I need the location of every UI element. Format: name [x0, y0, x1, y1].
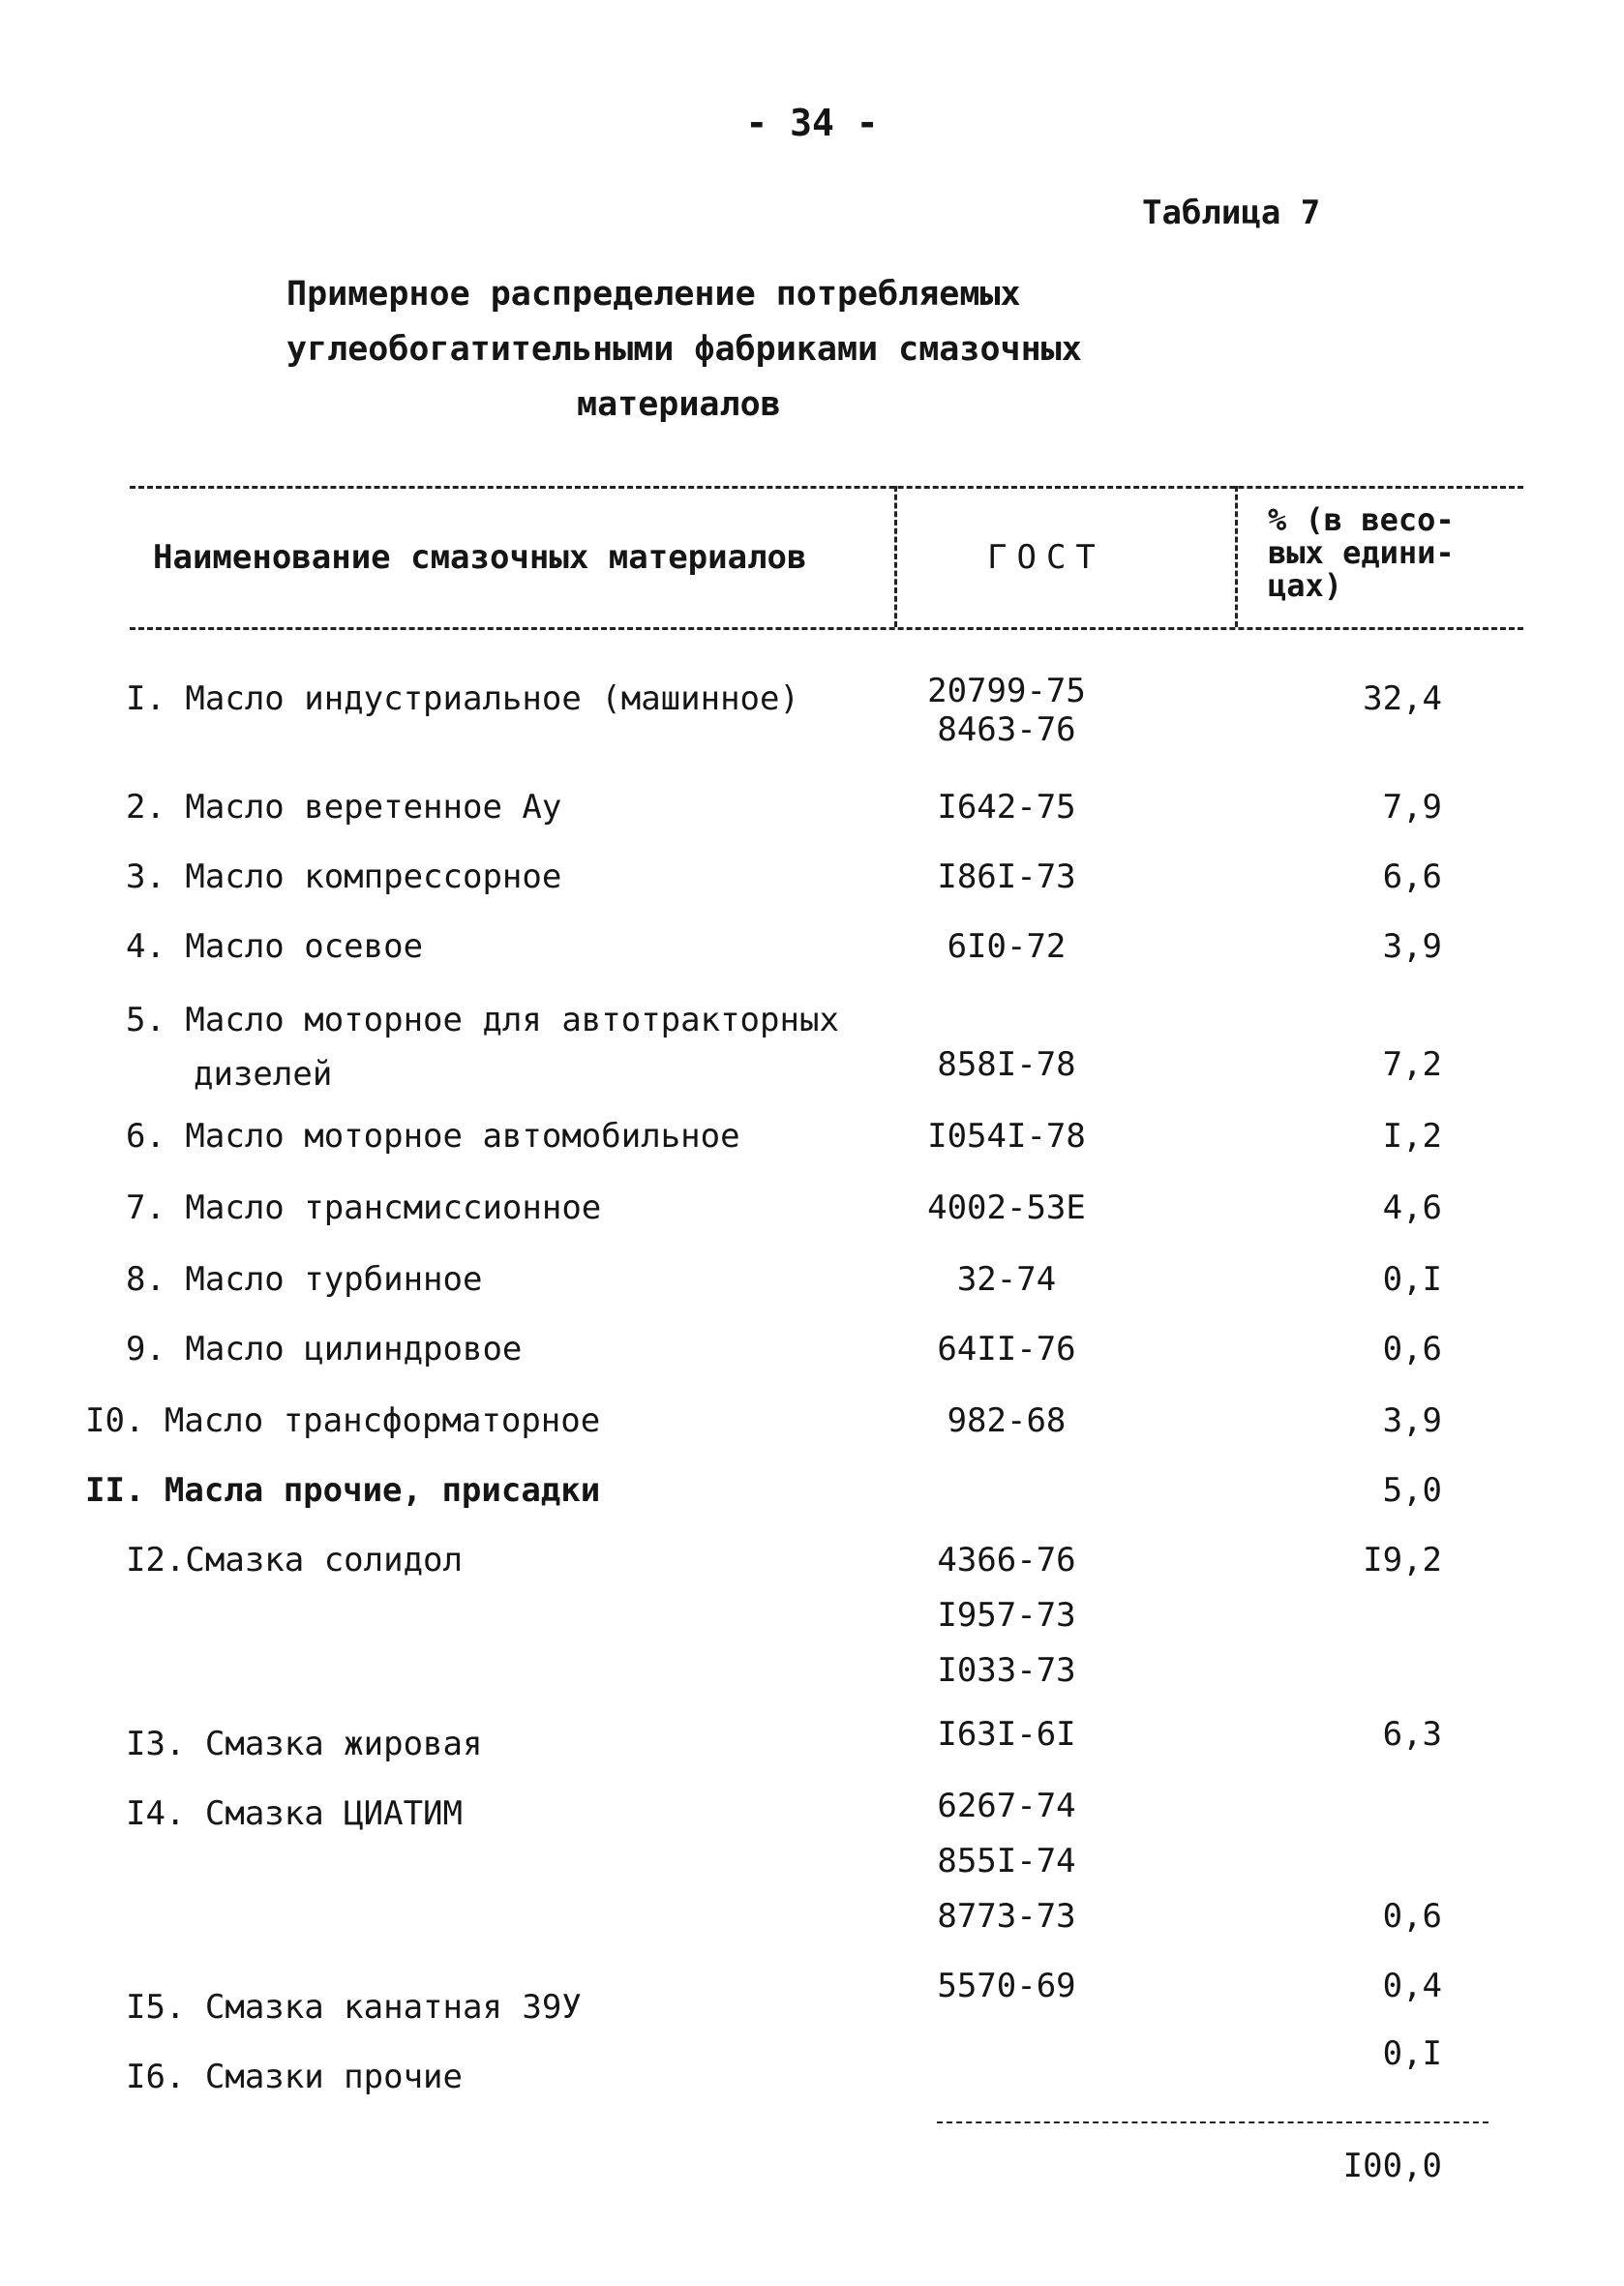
row-pct-5: 7,2	[1382, 1045, 1442, 1084]
row-name-12: I2.Смазка солидол	[126, 1541, 463, 1579]
row-pct-9: 0,6	[1382, 1330, 1442, 1369]
row-pct-15: 0,4	[1382, 1967, 1442, 2005]
row-name-3: 3. Масло компрессорное	[126, 857, 562, 896]
row-gost-6: I054I-78	[927, 1117, 1086, 1156]
row-name-9: 9. Масло цилиндровое	[126, 1330, 523, 1369]
total-value: I00,0	[1342, 2147, 1442, 2185]
row-name-1: I. Масло индустриальное (машинное)	[126, 679, 799, 718]
row-gost-1-line-2: 8463-76	[937, 710, 1076, 749]
row-pct-10: 3,9	[1382, 1401, 1442, 1440]
header-divider-2	[1235, 486, 1238, 627]
row-pct-12: I9,2	[1363, 1541, 1442, 1579]
row-gost-2: I642-75	[937, 788, 1076, 827]
page-number: - 34 -	[745, 102, 879, 144]
row-pct-2: 7,9	[1382, 788, 1442, 827]
header-percent-line-3: цах)	[1268, 567, 1343, 604]
row-name-5: 5. Масло моторное для автотракторных	[126, 1001, 839, 1039]
row-gost-12-line-2: I957-73	[937, 1596, 1076, 1635]
row-name-15: I5. Смазка канатная 39У	[126, 1988, 582, 2027]
row-gost-12-line-1: 4366-76	[937, 1541, 1076, 1579]
table-label: Таблица 7	[1142, 194, 1321, 232]
table-title	[286, 267, 1082, 433]
row-name-10: I0. Масло трансформаторное	[85, 1401, 601, 1440]
row-gost-14-line-2: 855I-74	[937, 1842, 1076, 1880]
header-gost: ГОСТ	[987, 538, 1105, 577]
row-gost-12	[910, 1533, 1103, 1699]
row-pct-6: I,2	[1382, 1117, 1442, 1156]
row-gost-10: 982-68	[947, 1401, 1067, 1440]
header-percent	[1268, 503, 1455, 602]
row-gost-12-line-3: I033-73	[937, 1651, 1076, 1690]
row-gost-14-line-3: 8773-73	[937, 1897, 1076, 1936]
row-pct-4: 3,9	[1382, 927, 1442, 966]
row-gost-14	[910, 1779, 1103, 1944]
row-pct-11: 5,0	[1382, 1471, 1442, 1510]
row-pct-3: 6,6	[1382, 857, 1442, 896]
row-name-6: 6. Масло моторное автомобильное	[126, 1117, 740, 1156]
row-pct-14: 0,6	[1382, 1897, 1442, 1936]
row-gost-1-line-1: 20799-75	[927, 672, 1086, 710]
row-gost-8: 32-74	[956, 1260, 1057, 1299]
row-pct-16: 0,I	[1382, 2034, 1442, 2073]
row-name-2: 2. Масло веретенное Ау	[126, 788, 562, 827]
row-name-16: I6. Смазки прочие	[126, 2058, 463, 2096]
row-gost-1	[910, 672, 1103, 749]
row-pct-7: 4,6	[1382, 1188, 1442, 1227]
row-pct-8: 0,I	[1382, 1260, 1442, 1299]
title-line-3: материалов	[577, 385, 781, 424]
row-name-11: II. Масла прочие, присадки	[85, 1471, 601, 1510]
row-pct-13: 6,3	[1382, 1715, 1442, 1754]
header-top-rule	[130, 486, 1523, 489]
header-bottom-rule	[130, 627, 1523, 630]
row-name-4: 4. Масло осевое	[126, 927, 424, 966]
header-name: Наименование смазочных материалов	[153, 538, 807, 577]
total-rule	[937, 2121, 1489, 2123]
row-name-13: I3. Смазка жировая	[126, 1725, 483, 1763]
row-gost-9: 64II-76	[937, 1330, 1076, 1369]
row-pct-1: 32,4	[1363, 679, 1442, 718]
row-name-7: 7. Масло трансмиссионное	[126, 1188, 602, 1227]
header-percent-line-2: вых едини-	[1268, 534, 1455, 571]
row-gost-14-line-1: 6267-74	[937, 1787, 1076, 1825]
row-gost-15: 5570-69	[937, 1967, 1076, 2005]
row-gost-4: 6I0-72	[947, 927, 1067, 966]
row-name-8: 8. Масло турбинное	[126, 1260, 483, 1299]
title-line-1: Примерное распределение потребляемых	[286, 275, 1021, 314]
row-gost-13: I63I-6I	[937, 1715, 1076, 1754]
row-name-14: I4. Смазка ЦИАТИМ	[126, 1794, 463, 1833]
row-gost-3: I86I-73	[937, 857, 1076, 896]
row-name-5-cont: дизелей	[194, 1055, 333, 1094]
header-divider-1	[894, 486, 897, 627]
title-line-2: углеобогатительными фабриками смазочных	[286, 330, 1082, 369]
row-gost-5: 858I-78	[937, 1045, 1076, 1084]
row-gost-7: 4002-53Е	[927, 1188, 1086, 1227]
header-percent-line-1: % (в весо-	[1268, 501, 1455, 538]
